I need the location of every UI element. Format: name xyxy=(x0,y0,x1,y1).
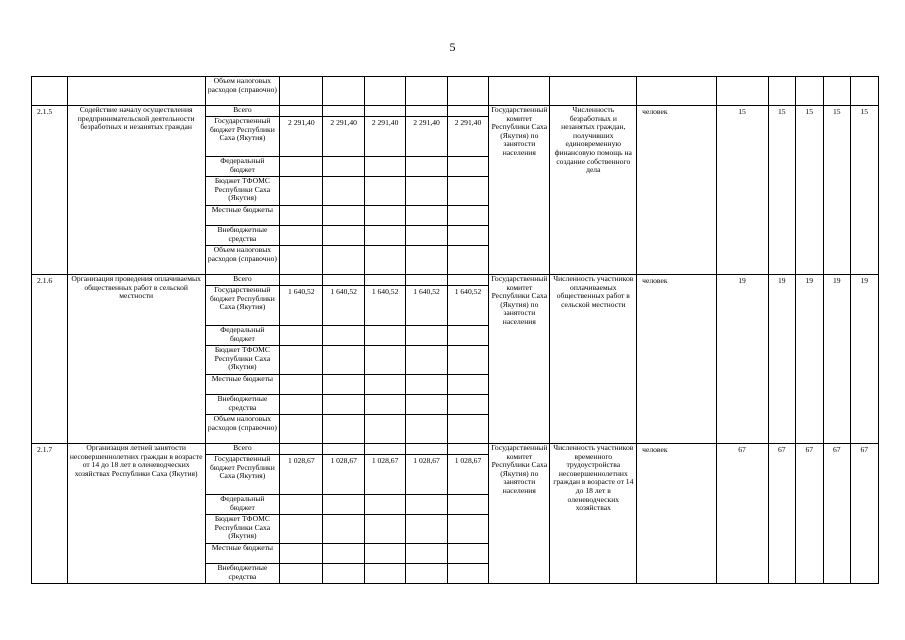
target-indicator: Численность участников временного трудоустройства несовершеннолетних граждан в возрасте от 14 до 18 лет в оленеводческих хозяйствах xyxy=(550,444,637,584)
page-number: 5 xyxy=(449,40,456,54)
table-row xyxy=(32,77,905,106)
funding-source: Федеральный бюджет xyxy=(205,326,280,346)
funding-source: Объем налоговых расходов (справочно) xyxy=(205,415,280,444)
target-value xyxy=(823,77,851,106)
target-value: 15 xyxy=(768,106,796,275)
funding-value xyxy=(447,564,488,584)
unit xyxy=(637,77,716,106)
target-value: 67 xyxy=(768,444,796,584)
funding-value xyxy=(406,326,447,346)
funding-value: 1 028,67 xyxy=(447,455,488,495)
funding-value xyxy=(323,275,364,286)
funding-source: Государственный бюджет Республики Саха (Якутия) xyxy=(205,455,280,495)
target-value: 15 xyxy=(823,106,851,275)
funding-value xyxy=(406,157,447,177)
item-name: Организация летней занятости несовершеннолетних граждан в возрасте от 14 до 18 лет в оленеводческих хозяйствах Республики Саха (Якутия) xyxy=(67,444,205,584)
funding-value xyxy=(406,177,447,206)
funding-value xyxy=(406,415,447,444)
funding-value xyxy=(406,395,447,415)
funding-value: 2 291,40 xyxy=(406,117,447,157)
funding-source: Всего xyxy=(205,275,280,286)
target-value: 19 xyxy=(823,275,851,444)
item-name xyxy=(67,77,205,106)
funding-value xyxy=(323,106,364,117)
target-value: 19 xyxy=(851,275,879,444)
funding-value xyxy=(323,246,364,275)
funding-value: 1 028,67 xyxy=(364,455,405,495)
funding-value xyxy=(280,177,323,206)
responsible-executor xyxy=(489,77,550,106)
funding-value xyxy=(364,375,405,395)
funding-value xyxy=(280,346,323,375)
funding-source: Бюджет ТФОМС Республики Саха (Якутия) xyxy=(205,346,280,375)
funding-value xyxy=(447,375,488,395)
responsible-executor: Государственный комитет Республики Саха (Якутия) по занятости населения xyxy=(489,444,550,584)
funding-source: Всего xyxy=(205,444,280,455)
funding-value xyxy=(323,226,364,246)
funding-value xyxy=(280,375,323,395)
table-row xyxy=(32,444,905,455)
funding-value xyxy=(406,564,447,584)
funding-source: Бюджет ТФОМС Республики Саха (Якутия) xyxy=(205,177,280,206)
funding-source: Объем налоговых расходов (справочно) xyxy=(205,246,280,275)
funding-value xyxy=(447,77,488,106)
funding-value: 1 028,67 xyxy=(406,455,447,495)
target-value: 19 xyxy=(768,275,796,444)
funding-value xyxy=(323,157,364,177)
target-value: 67 xyxy=(823,444,851,584)
funding-source: Федеральный бюджет xyxy=(205,495,280,515)
funding-value xyxy=(280,395,323,415)
funding-value xyxy=(364,206,405,226)
funding-value xyxy=(447,177,488,206)
funding-value xyxy=(280,415,323,444)
funding-value xyxy=(447,326,488,346)
funding-value xyxy=(364,444,405,455)
item-number xyxy=(32,77,68,106)
funding-value xyxy=(406,495,447,515)
item-number: 2.1.7 xyxy=(32,444,68,584)
funding-value xyxy=(280,226,323,246)
unit: человек xyxy=(637,444,716,584)
funding-value xyxy=(406,206,447,226)
funding-value xyxy=(364,544,405,564)
item-name: Содействие началу осуществления предпринимательской деятельности безработных и незанятых граждан xyxy=(67,106,205,275)
funding-value xyxy=(280,157,323,177)
funding-value xyxy=(406,226,447,246)
funding-value xyxy=(280,515,323,544)
funding-source: Государственный бюджет Республики Саха (Якутия) xyxy=(205,286,280,326)
funding-value xyxy=(406,77,447,106)
funding-value xyxy=(447,544,488,564)
target-indicator: Численность безработных и незанятых граждан, получивших единовременную финансовую помощь на создание собственного дела xyxy=(550,106,637,275)
target-value xyxy=(796,77,824,106)
funding-value xyxy=(323,415,364,444)
funding-value xyxy=(406,246,447,275)
funding-value xyxy=(364,515,405,544)
funding-source: Федеральный бюджет xyxy=(205,157,280,177)
funding-source: Внебюджетные средства xyxy=(205,226,280,246)
unit: человек xyxy=(637,106,716,275)
funding-source: Объем налоговых расходов (справочно) xyxy=(205,77,280,106)
funding-source: Местные бюджеты xyxy=(205,375,280,395)
target-value xyxy=(716,77,768,106)
funding-value: 1 028,67 xyxy=(280,455,323,495)
funding-value xyxy=(406,544,447,564)
funding-value: 1 640,52 xyxy=(447,286,488,326)
funding-value xyxy=(447,157,488,177)
funding-value xyxy=(364,346,405,375)
funding-value xyxy=(447,415,488,444)
funding-value xyxy=(323,495,364,515)
funding-value xyxy=(447,206,488,226)
funding-value xyxy=(323,444,364,455)
funding-value xyxy=(280,106,323,117)
target-value: 67 xyxy=(796,444,824,584)
funding-value xyxy=(364,226,405,246)
funding-value xyxy=(406,375,447,395)
responsible-executor: Государственный комитет Республики Саха (Якутия) по занятости населения xyxy=(489,106,550,275)
target-value: 15 xyxy=(796,106,824,275)
target-value: 67 xyxy=(716,444,768,584)
funding-value xyxy=(323,77,364,106)
target-value: 15 xyxy=(716,106,768,275)
funding-value xyxy=(406,444,447,455)
funding-value xyxy=(280,544,323,564)
funding-value: 1 028,67 xyxy=(323,455,364,495)
item-number: 2.1.6 xyxy=(32,275,68,444)
funding-value xyxy=(323,515,364,544)
table-row xyxy=(32,106,905,117)
funding-value xyxy=(364,415,405,444)
funding-value xyxy=(447,495,488,515)
funding-source: Всего xyxy=(205,106,280,117)
funding-value xyxy=(447,444,488,455)
funding-value xyxy=(323,177,364,206)
funding-value xyxy=(280,246,323,275)
funding-value xyxy=(447,246,488,275)
funding-value xyxy=(364,326,405,346)
funding-value: 2 291,40 xyxy=(364,117,405,157)
funding-value xyxy=(447,395,488,415)
funding-value: 2 291,40 xyxy=(280,117,323,157)
funding-value xyxy=(323,326,364,346)
funding-value xyxy=(323,564,364,584)
target-value: 15 xyxy=(851,106,879,275)
table-row xyxy=(32,275,905,286)
target-value xyxy=(851,77,879,106)
funding-value xyxy=(280,444,323,455)
funding-value: 1 640,52 xyxy=(406,286,447,326)
unit: человек xyxy=(637,275,716,444)
funding-value: 1 640,52 xyxy=(280,286,323,326)
funding-value xyxy=(447,106,488,117)
funding-value xyxy=(364,564,405,584)
program-table xyxy=(31,76,905,584)
target-value: 19 xyxy=(716,275,768,444)
funding-value xyxy=(406,106,447,117)
item-name: Организация проведения оплачиваемых общественных работ в сельской местности xyxy=(67,275,205,444)
funding-value xyxy=(280,77,323,106)
funding-source: Государственный бюджет Республики Саха (Якутия) xyxy=(205,117,280,157)
funding-value xyxy=(447,226,488,246)
funding-value xyxy=(364,246,405,275)
funding-source: Внебюджетные средства xyxy=(205,395,280,415)
funding-value xyxy=(323,346,364,375)
target-value: 67 xyxy=(851,444,879,584)
funding-value xyxy=(364,157,405,177)
funding-value xyxy=(406,515,447,544)
funding-value xyxy=(323,375,364,395)
funding-source: Бюджет ТФОМС Республики Саха (Якутия) xyxy=(205,515,280,544)
funding-value xyxy=(364,177,405,206)
funding-value xyxy=(406,346,447,375)
funding-value xyxy=(406,275,447,286)
funding-value xyxy=(280,326,323,346)
funding-value xyxy=(364,395,405,415)
target-indicator: Численность участников оплачиваемых общественных работ в сельской местности xyxy=(550,275,637,444)
funding-value xyxy=(447,515,488,544)
funding-value xyxy=(364,77,405,106)
funding-value: 1 640,52 xyxy=(364,286,405,326)
funding-value: 2 291,40 xyxy=(447,117,488,157)
funding-value: 2 291,40 xyxy=(323,117,364,157)
funding-value xyxy=(280,206,323,226)
funding-value xyxy=(323,544,364,564)
funding-source: Внебюджетные средства xyxy=(205,564,280,584)
funding-value xyxy=(323,395,364,415)
target-indicator xyxy=(550,77,637,106)
funding-value xyxy=(447,346,488,375)
funding-value xyxy=(280,564,323,584)
responsible-executor: Государственный комитет Республики Саха (Якутия) по занятости населения xyxy=(489,275,550,444)
funding-value xyxy=(447,275,488,286)
funding-source: Местные бюджеты xyxy=(205,206,280,226)
funding-source: Местные бюджеты xyxy=(205,544,280,564)
funding-value xyxy=(364,106,405,117)
funding-value xyxy=(280,275,323,286)
target-value: 19 xyxy=(796,275,824,444)
target-value xyxy=(768,77,796,106)
funding-value xyxy=(364,275,405,286)
funding-value xyxy=(323,206,364,226)
funding-value: 1 640,52 xyxy=(323,286,364,326)
funding-value xyxy=(364,495,405,515)
item-number: 2.1.5 xyxy=(32,106,68,275)
funding-value xyxy=(280,495,323,515)
